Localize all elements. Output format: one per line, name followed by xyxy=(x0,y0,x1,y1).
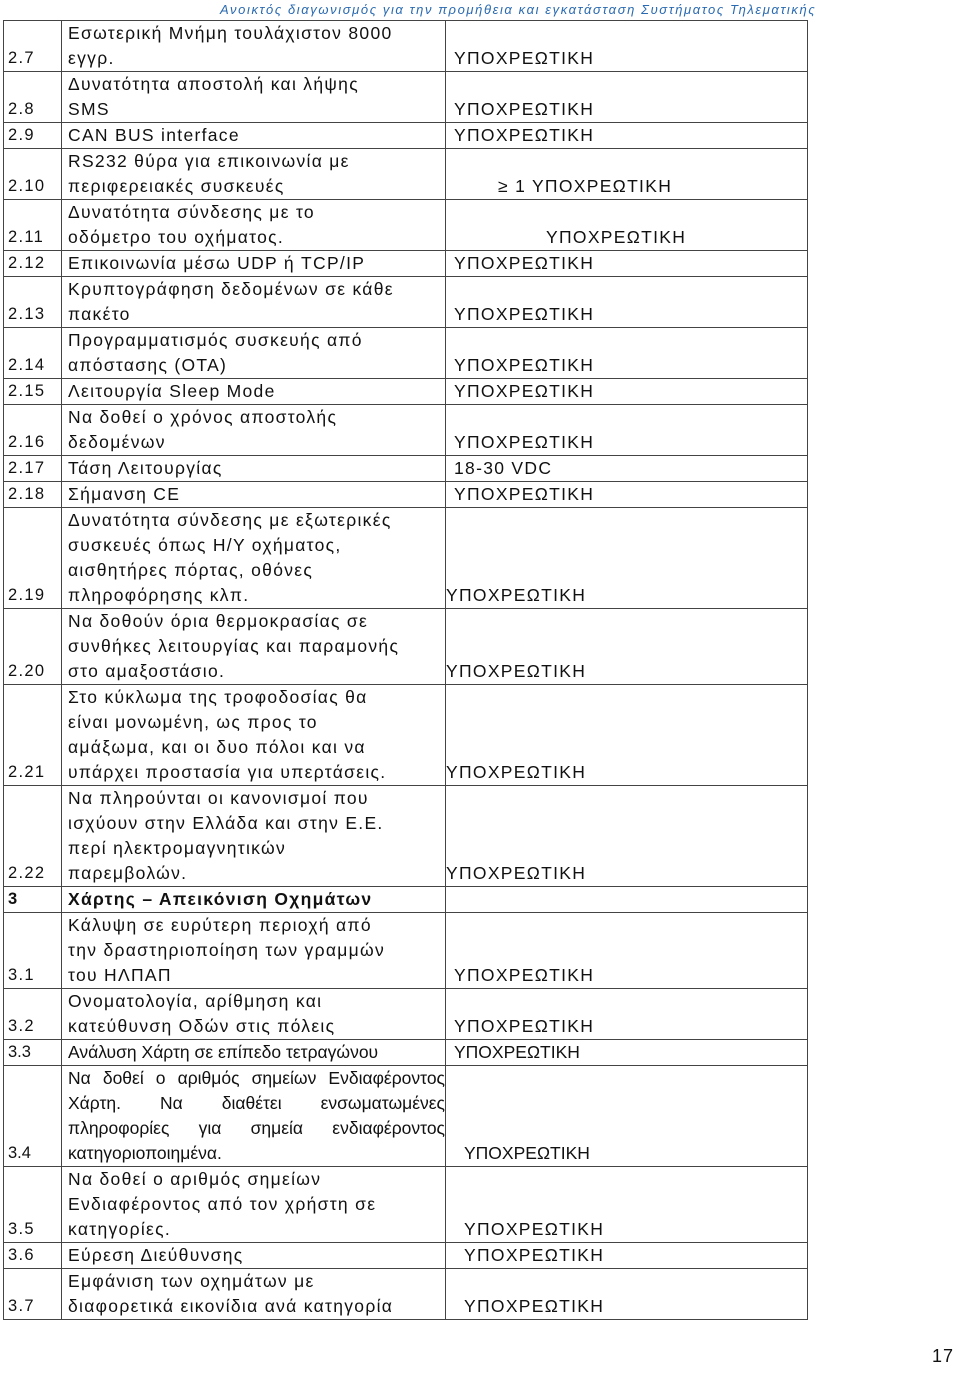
row-number: 2.7 xyxy=(4,21,62,72)
row-requirement: ΥΠΟΧΡΕΩΤΙΚΗ xyxy=(446,1269,808,1320)
table-row xyxy=(4,1243,808,1269)
row-number: 3.6 xyxy=(4,1243,62,1269)
row-description: Εύρεση Διεύθυνσης xyxy=(62,1243,446,1269)
specifications-table-body xyxy=(4,21,808,1320)
row-description: Δυνατότητα σύνδεσης με το οδόμετρο του οχήματος. xyxy=(62,200,446,251)
row-number: 2.20 xyxy=(4,609,62,685)
row-requirement: ΥΠΟΧΡΕΩΤΙΚΗ xyxy=(446,989,808,1040)
row-requirement: ΥΠΟΧΡΕΩΤΙΚΗ xyxy=(446,200,808,251)
row-number: 3.1 xyxy=(4,913,62,989)
table-row xyxy=(4,1167,808,1243)
row-requirement: ΥΠΟΧΡΕΩΤΙΚΗ xyxy=(446,609,808,685)
row-requirement: ΥΠΟΧΡΕΩΤΙΚΗ xyxy=(446,482,808,508)
page-header: Ανοικτός διαγωνισμός για την προμήθεια και εγκατάσταση Συστήματος Τηλεματικής xyxy=(220,2,817,17)
table-row xyxy=(4,609,808,685)
row-number: 2.22 xyxy=(4,786,62,887)
table-row xyxy=(4,200,808,251)
row-description: Να δοθεί ο χρόνος αποστολής δεδομένων xyxy=(62,405,446,456)
table-row xyxy=(4,21,808,72)
row-number: 3.2 xyxy=(4,989,62,1040)
row-requirement: 18-30 VDC xyxy=(446,456,808,482)
row-requirement: ΥΠΟΧΡΕΩΤΙΚΗ xyxy=(446,72,808,123)
row-description: Να δοθεί ο αριθμός σημείων Ενδιαφέροντος από τον χρήστη σε κατηγορίες. xyxy=(62,1167,446,1243)
row-number: 3.7 xyxy=(4,1269,62,1320)
row-description: Δυνατότητα αποστολή και λήψης SMS xyxy=(62,72,446,123)
row-requirement: ≥ 1 ΥΠΟΧΡΕΩΤΙΚΗ xyxy=(446,149,808,200)
row-description: Εμφάνιση των οχημάτων με διαφορετικά εικονίδια ανά κατηγορία xyxy=(62,1269,446,1320)
row-requirement: ΥΠΟΧΡΕΩΤΙΚΗ xyxy=(446,123,808,149)
page-number: 17 xyxy=(931,1346,954,1366)
row-number: 3.4 xyxy=(4,1066,62,1167)
row-requirement: ΥΠΟΧΡΕΩΤΙΚΗ xyxy=(446,1167,808,1243)
row-number: 3 xyxy=(4,887,62,913)
row-requirement: ΥΠΟΧΡΕΩΤΙΚΗ xyxy=(446,251,808,277)
row-description: Δυνατότητα σύνδεσης με εξωτερικές συσκευές όπως Η/Υ οχήματος, αισθητήρες πόρτας, οθόνες πληροφόρησης κλπ. xyxy=(62,508,446,609)
row-requirement: ΥΠΟΧΡΕΩΤΙΚΗ xyxy=(446,277,808,328)
row-requirement: ΥΠΟΧΡΕΩΤΙΚΗ xyxy=(446,786,808,887)
table-row xyxy=(4,251,808,277)
row-requirement: ΥΠΟΧΡΕΩΤΙΚΗ xyxy=(446,1243,808,1269)
table-row xyxy=(4,277,808,328)
table-row xyxy=(4,786,808,887)
row-number: 2.10 xyxy=(4,149,62,200)
row-requirement: ΥΠΟΧΡΕΩΤΙΚΗ xyxy=(446,913,808,989)
row-number: 2.15 xyxy=(4,379,62,405)
row-number: 2.18 xyxy=(4,482,62,508)
table-row xyxy=(4,1066,808,1167)
row-description: Σήμανση CE xyxy=(62,482,446,508)
table-row xyxy=(4,123,808,149)
table-row xyxy=(4,508,808,609)
table-row xyxy=(4,913,808,989)
table-row xyxy=(4,149,808,200)
row-description: Να πληρούνται οι κανονισμοί που ισχύουν στην Ελλάδα και στην Ε.Ε. περί ηλεκτρομαγνητικών παρεμβολών. xyxy=(62,786,446,887)
row-requirement: ΥΠΟΧΡΕΩΤΙΚΗ xyxy=(446,405,808,456)
row-number: 2.14 xyxy=(4,328,62,379)
row-description: Κρυπτογράφηση δεδομένων σε κάθε πακέτο xyxy=(62,277,446,328)
specifications-table xyxy=(3,20,808,1320)
row-description: Επικοινωνία μέσω UDP ή TCP/IP xyxy=(62,251,446,277)
row-number: 2.12 xyxy=(4,251,62,277)
row-number: 3.3 xyxy=(4,1040,62,1066)
table-row xyxy=(4,685,808,786)
row-number: 2.16 xyxy=(4,405,62,456)
row-requirement: ΥΠΟΧΡΕΩΤΙΚΗ xyxy=(446,328,808,379)
section-title: Χάρτης – Απεικόνιση Οχημάτων xyxy=(62,887,446,913)
table-row xyxy=(4,405,808,456)
row-requirement xyxy=(446,887,808,913)
table-row xyxy=(4,1269,808,1320)
row-description: RS232 θύρα για επικοινωνία με περιφερειακές συσκευές xyxy=(62,149,446,200)
table-row xyxy=(4,989,808,1040)
row-description: Λειτουργία Sleep Mode xyxy=(62,379,446,405)
row-requirement: ΥΠΟΧΡΕΩΤΙΚΗ xyxy=(446,379,808,405)
row-requirement: ΥΠΟΧΡΕΩΤΙΚΗ xyxy=(446,1066,808,1167)
row-requirement: ΥΠΟΧΡΕΩΤΙΚΗ xyxy=(446,508,808,609)
row-description: Εσωτερική Μνήμη τουλάχιστον 8000 εγγρ. xyxy=(62,21,446,72)
row-description: Τάση Λειτουργίας xyxy=(62,456,446,482)
row-number: 3.5 xyxy=(4,1167,62,1243)
row-number: 2.19 xyxy=(4,508,62,609)
row-requirement: ΥΠΟΧΡΕΩΤΙΚΗ xyxy=(446,685,808,786)
table-row xyxy=(4,456,808,482)
table-row xyxy=(4,328,808,379)
row-description: Να δοθεί ο αριθμός σημείων Ενδιαφέροντος Χάρτη. Να διαθέτει ενσωματωμένες πληροφορίες για σημεία ενδιαφέροντος κατηγοριοποιημένα. xyxy=(62,1066,446,1167)
row-number: 2.13 xyxy=(4,277,62,328)
row-number: 2.11 xyxy=(4,200,62,251)
row-number: 2.17 xyxy=(4,456,62,482)
row-description: Ανάλυση Χάρτη σε επίπεδο τετραγώνου xyxy=(62,1040,446,1066)
row-description: Στο κύκλωμα της τροφοδοσίας θα είναι μονωμένη, ως προς το αμάξωμα, και οι δυο πόλοι και να υπάρχει προστασία για υπερτάσεις. xyxy=(62,685,446,786)
row-number: 2.8 xyxy=(4,72,62,123)
row-description: Κάλυψη σε ευρύτερη περιοχή από την δραστηριοποίηση των γραμμών του ΗΛΠΑΠ xyxy=(62,913,446,989)
section-row xyxy=(4,887,808,913)
row-description: Να δοθούν όρια θερμοκρασίας σε συνθήκες λειτουργίας και παραμονής στο αμαξοστάσιο. xyxy=(62,609,446,685)
row-description: CAN BUS interface xyxy=(62,123,446,149)
table-row xyxy=(4,482,808,508)
row-number: 2.21 xyxy=(4,685,62,786)
row-requirement: ΥΠΟΧΡΕΩΤΙΚΗ xyxy=(446,21,808,72)
row-requirement: ΥΠΟΧΡΕΩΤΙΚΗ xyxy=(446,1040,808,1066)
table-row xyxy=(4,1040,808,1066)
row-description: Ονοματολογία, αρίθμηση και κατεύθυνση Οδών στις πόλεις xyxy=(62,989,446,1040)
row-number: 2.9 xyxy=(4,123,62,149)
row-description: Προγραμματισμός συσκευής από απόστασης (OTA) xyxy=(62,328,446,379)
table-row xyxy=(4,72,808,123)
table-row xyxy=(4,379,808,405)
